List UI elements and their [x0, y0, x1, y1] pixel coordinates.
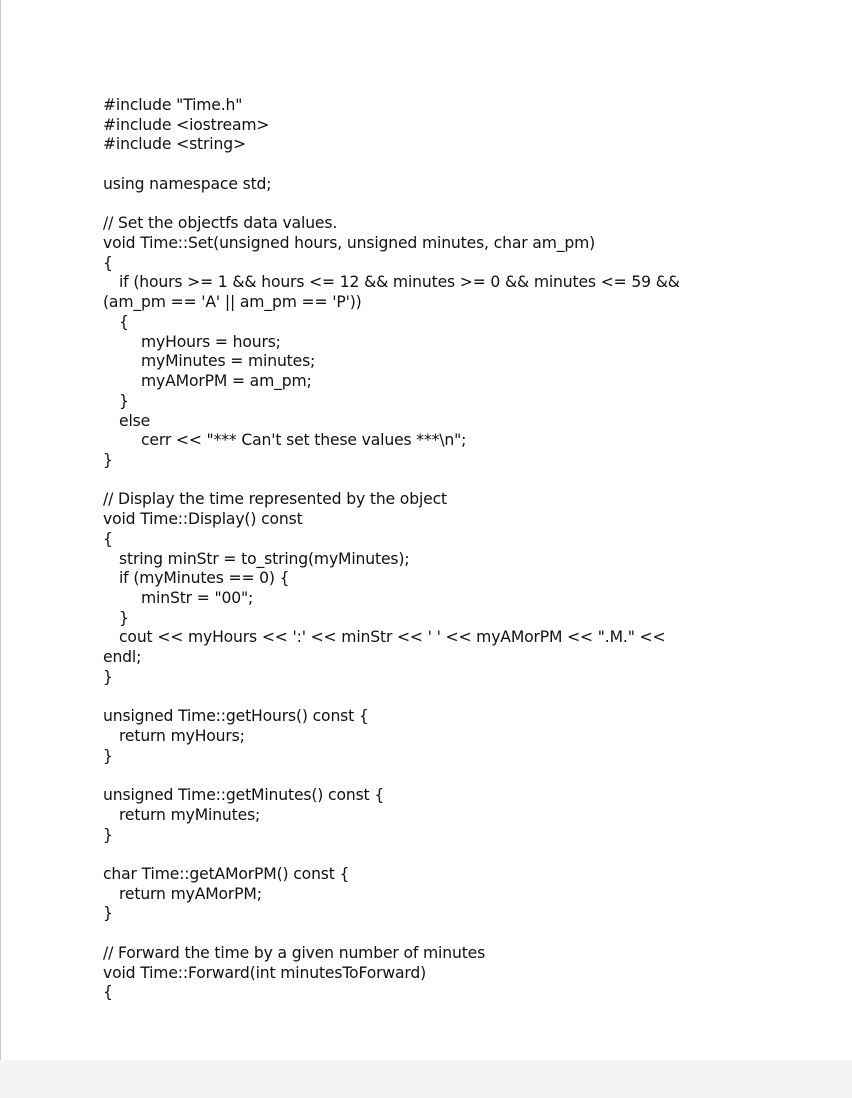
code-line: myMinutes = minutes;	[141, 352, 316, 371]
code-line: // Forward the time by a given number of minutes	[103, 943, 486, 962]
code-line: char Time::getAMorPM() const {	[103, 865, 350, 884]
blank-line	[103, 195, 680, 215]
code-line: {	[103, 983, 113, 1002]
blank-line	[103, 471, 680, 491]
code-line: }	[119, 608, 129, 627]
viewer-background	[0, 1060, 852, 1098]
code-line: (am_pm == 'A' || am_pm == 'P'))	[103, 293, 362, 312]
blank-line	[103, 845, 680, 865]
code-line: // Display the time represented by the object	[103, 490, 447, 509]
code-line: using namespace std;	[103, 174, 272, 193]
code-line: void Time::Display() const	[103, 510, 303, 529]
code-line: return myMinutes;	[119, 805, 261, 824]
code-line: myAMorPM = am_pm;	[141, 372, 312, 391]
code-line: unsigned Time::getMinutes() const {	[103, 786, 385, 805]
code-line: {	[103, 529, 113, 548]
code-line: if (myMinutes == 0) {	[119, 569, 290, 588]
code-line: else	[119, 411, 151, 430]
code-line: if (hours >= 1 && hours <= 12 && minutes >= 0 && minutes <= 59 &&	[119, 273, 680, 292]
code-line: return myHours;	[119, 727, 245, 745]
code-listing	[103, 96, 680, 1003]
code-line: }	[103, 746, 113, 765]
code-line: }	[103, 904, 113, 923]
code-line: return myAMorPM;	[119, 884, 262, 903]
blank-line	[103, 155, 680, 175]
code-line: void Time::Set(unsigned hours, unsigned minutes, char am_pm)	[103, 234, 596, 253]
code-line: }	[103, 667, 113, 686]
code-line: }	[119, 391, 129, 410]
code-line: string minStr = to_string(myMinutes);	[119, 549, 410, 568]
code-line: unsigned Time::getHours() const {	[103, 707, 369, 726]
code-line: cerr << "*** Can't set these values ***\n";	[141, 431, 467, 450]
code-line: {	[119, 312, 129, 331]
code-line: myHours = hours;	[141, 332, 281, 351]
code-line: endl;	[103, 648, 142, 667]
code-line: }	[103, 825, 113, 844]
code-line: }	[103, 450, 113, 469]
code-line: #include <string>	[103, 135, 246, 154]
code-line: #include <iostream>	[103, 115, 270, 134]
code-line: {	[103, 253, 113, 272]
code-line: cout << myHours << ':' << minStr << ' ' << myAMorPM << ".M." <<	[119, 628, 666, 647]
blank-line	[103, 924, 680, 944]
blank-line	[103, 688, 680, 708]
code-line: minStr = "00";	[141, 588, 254, 607]
blank-line	[103, 766, 680, 786]
code-line: void Time::Forward(int minutesToForward)	[103, 963, 427, 982]
code-line: // Set the objectfs data values.	[103, 214, 338, 233]
code-line: #include "Time.h"	[103, 96, 243, 114]
